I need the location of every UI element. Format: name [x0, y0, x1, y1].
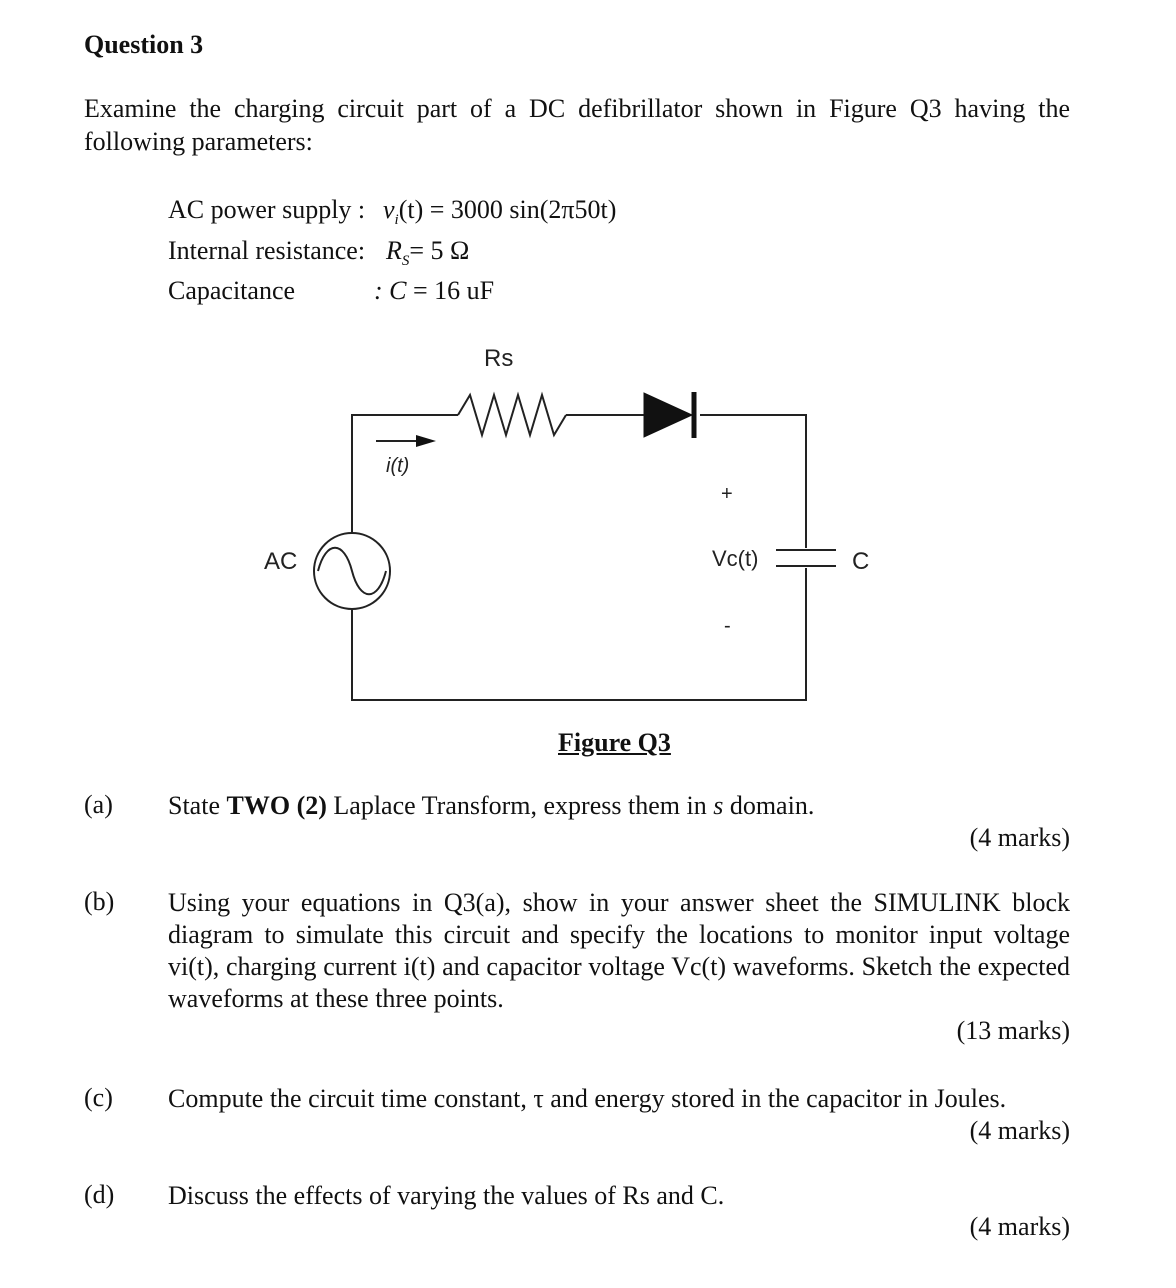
part-d-label: (d): [84, 1180, 115, 1209]
part-b-text: Using your equations in Q3(a), show in your answer sheet the SIMULINK block diagram to simulate this circuit and specify the locations to monitor input voltage vi(t), charging current i(t) and capacitor voltage Vc(t) waveforms. Sketch the expected waveforms at these three points.: [168, 888, 1070, 1013]
param-expression: (t) = 3000 sin(2π50t): [398, 195, 617, 224]
part-d-text: Discuss the effects of varying the values of Rs and C.: [168, 1181, 725, 1210]
param-label: AC power supply :: [168, 195, 366, 224]
resistor-rs: [458, 395, 566, 435]
param-symbol: : C: [374, 276, 407, 305]
param-label: Internal resistance:: [168, 236, 366, 265]
part-b-label: (b): [84, 887, 115, 916]
plus-label: +: [721, 483, 733, 505]
part-d-marks: (4 marks): [969, 1212, 1070, 1241]
question-title: Question 3: [84, 30, 204, 59]
part-a-marks: (4 marks): [969, 823, 1070, 852]
part-c-text: Compute the circuit time constant, τ and energy stored in the capacitor in Joules.: [168, 1084, 1007, 1113]
source-label: AC: [264, 548, 298, 575]
capacitor-label: C: [852, 548, 870, 575]
param-label: Capacitance: [168, 276, 296, 305]
minus-label: -: [724, 615, 731, 637]
param-symbol: R: [386, 236, 402, 265]
wire-bottom: [352, 568, 806, 700]
question-intro: Examine the charging circuit part of a DC defibrillator shown in Figure Q3 having the following parameters:: [84, 94, 1070, 156]
param-expression: = 5 Ω: [409, 236, 470, 265]
wire-top-left: [352, 415, 458, 555]
resistor-label: Rs: [484, 345, 514, 372]
param-subscript: S: [401, 253, 410, 270]
wire-top-right: [700, 415, 806, 548]
diode-body: [644, 393, 692, 437]
part-c-marks: (4 marks): [969, 1116, 1070, 1145]
part-a-label: (a): [84, 790, 113, 819]
param-expression: = 16 uF: [413, 276, 495, 305]
param-symbol: v: [383, 195, 395, 224]
figure-caption: Figure Q3: [558, 728, 671, 757]
param-subscript: i: [394, 212, 399, 229]
part-b-marks: (13 marks): [956, 1016, 1070, 1045]
current-arrow-head: [416, 435, 436, 447]
part-a-text: State TWO (2) Laplace Transform, express them in s domain.: [168, 791, 815, 820]
cap-voltage-label: Vc(t): [712, 546, 759, 571]
current-label: i(t): [386, 455, 410, 477]
part-c-label: (c): [84, 1083, 113, 1112]
